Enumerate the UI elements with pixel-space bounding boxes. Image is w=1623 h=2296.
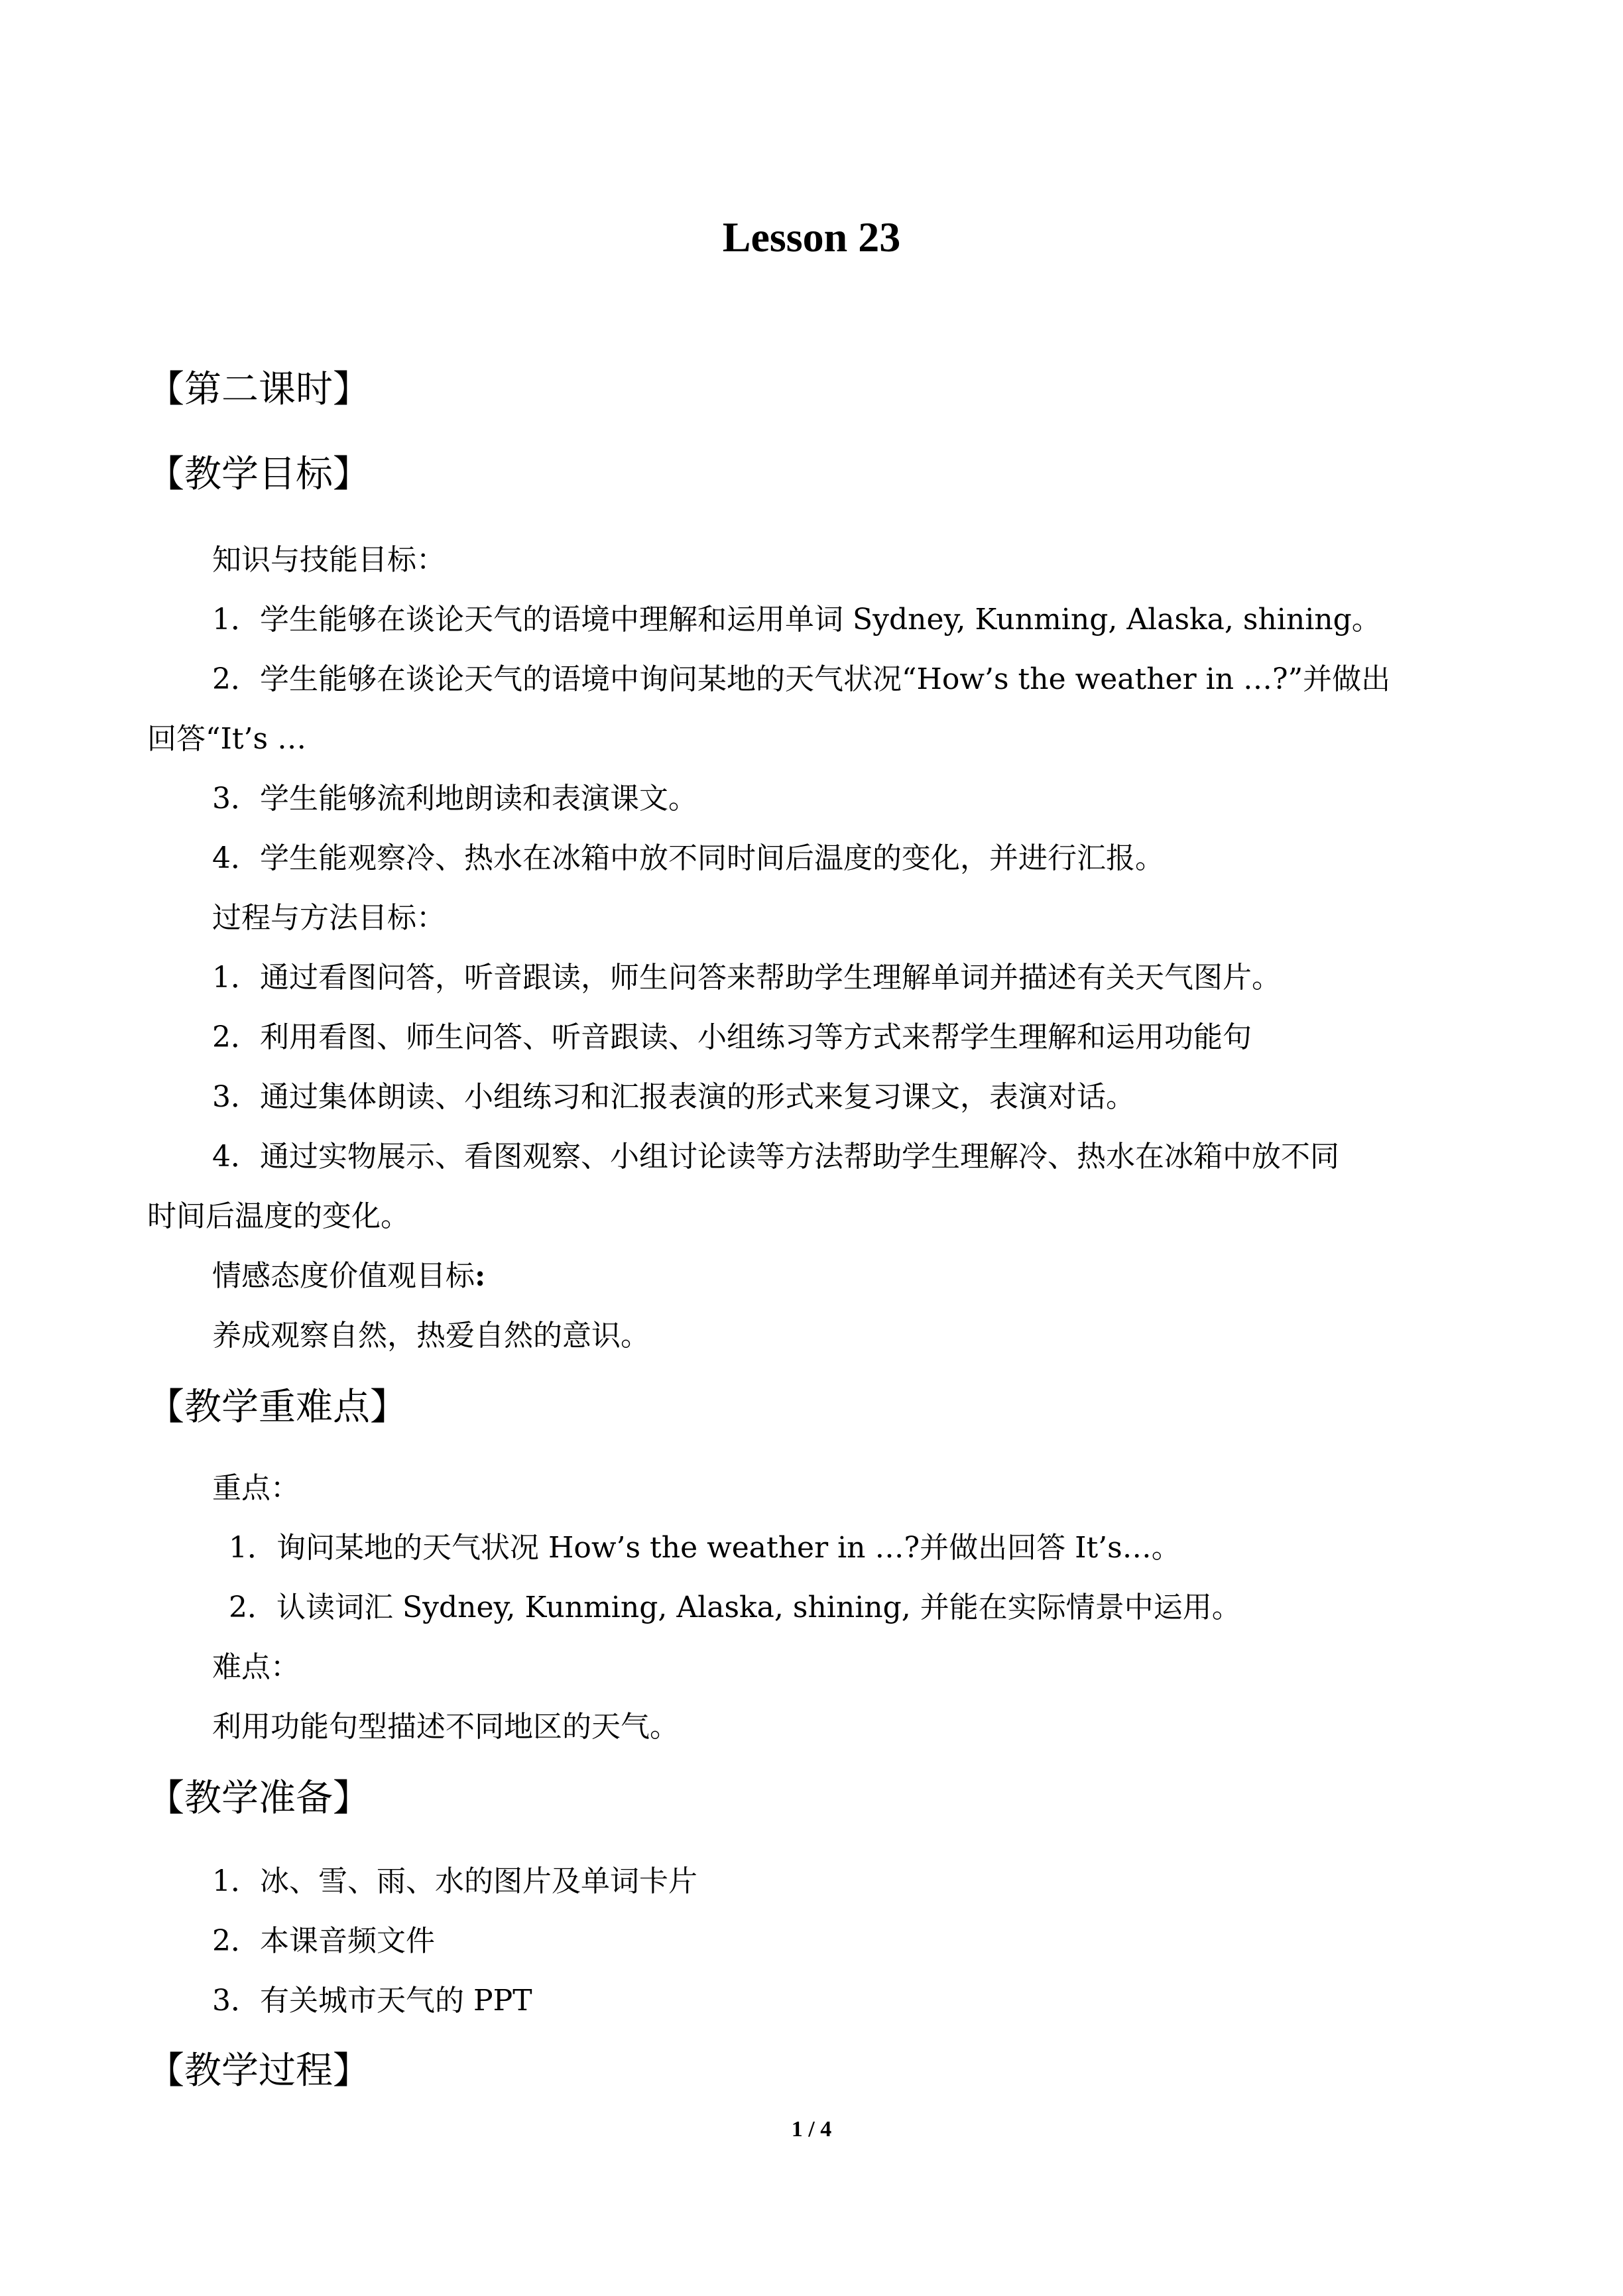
preparation-item-3: 3．有关城市天气的 PPT <box>212 1984 532 2018</box>
section-heading-key-points: 【教学重难点】 <box>147 1386 407 1429</box>
process-method-label: 过程与方法目标： <box>212 901 446 935</box>
section-heading-process: 【教学过程】 <box>147 2049 370 2092</box>
preparation-item-2: 2．本课音频文件 <box>212 1924 435 1958</box>
page-number: 1 / 4 <box>791 2117 832 2142</box>
knowledge-item-1: 1．学生能够在谈论天气的语境中理解和运用单词 Sydney, Kunming, Alaska, shining。 <box>212 603 1381 636</box>
process-item-1: 1．通过看图问答，听音跟读，师生问答来帮助学生理解单词并描述有关天气图片。 <box>212 961 1281 995</box>
difficulty-item-1: 利用功能句型描述不同地区的天气。 <box>212 1710 679 1744</box>
knowledge-item-2-line-2: 回答“It’s … <box>147 722 307 756</box>
process-item-4-line-2: 时间后温度的变化。 <box>147 1199 410 1233</box>
section-heading-period: 【第二课时】 <box>147 368 370 411</box>
process-item-2: 2．利用看图、师生问答、听音跟读、小组练习等方式来帮学生理解和运用功能句 <box>212 1020 1252 1054</box>
knowledge-item-3: 3．学生能够流利地朗读和表演课文。 <box>212 782 697 816</box>
focus-label: 重点： <box>212 1471 300 1505</box>
lesson-title: Lesson 23 <box>722 213 901 261</box>
knowledge-item-4: 4．学生能观察冷、热水在冰箱中放不同时间后温度的变化，并进行汇报。 <box>212 841 1164 875</box>
difficulty-label: 难点： <box>212 1650 300 1684</box>
focus-item-1: 1．询问某地的天气状况 How’s the weather in …?并做出回答 It’s…。 <box>229 1531 1181 1565</box>
process-item-4-line-1: 4．通过实物展示、看图观察、小组讨论读等方法帮助学生理解冷、热水在冰箱中放不同 <box>212 1140 1339 1174</box>
knowledge-skills-label: 知识与技能目标： <box>212 543 446 577</box>
focus-item-2: 2．认读词汇 Sydney, Kunming, Alaska, shining, 并能在实际情景中运用。 <box>229 1591 1241 1624</box>
knowledge-item-2-line-1: 2．学生能够在谈论天气的语境中询问某地的天气状况“How’s the weather in …?”并做出 <box>212 662 1391 696</box>
process-item-3: 3．通过集体朗读、小组练习和汇报表演的形式来复习课文，表演对话。 <box>212 1080 1135 1114</box>
emotion-values-label-text: 情感态度价值观目标 <box>212 1259 475 1293</box>
emotion-values-label <box>212 1256 485 1296</box>
section-heading-preparation: 【教学准备】 <box>147 1777 370 1820</box>
emotion-values-label-colon: : <box>475 1259 486 1293</box>
preparation-item-1: 1．冰、雪、雨、水的图片及单词卡片 <box>212 1864 697 1898</box>
section-heading-objectives: 【教学目标】 <box>147 453 370 496</box>
emotion-values-text: 养成观察自然，热爱自然的意识。 <box>212 1319 650 1353</box>
